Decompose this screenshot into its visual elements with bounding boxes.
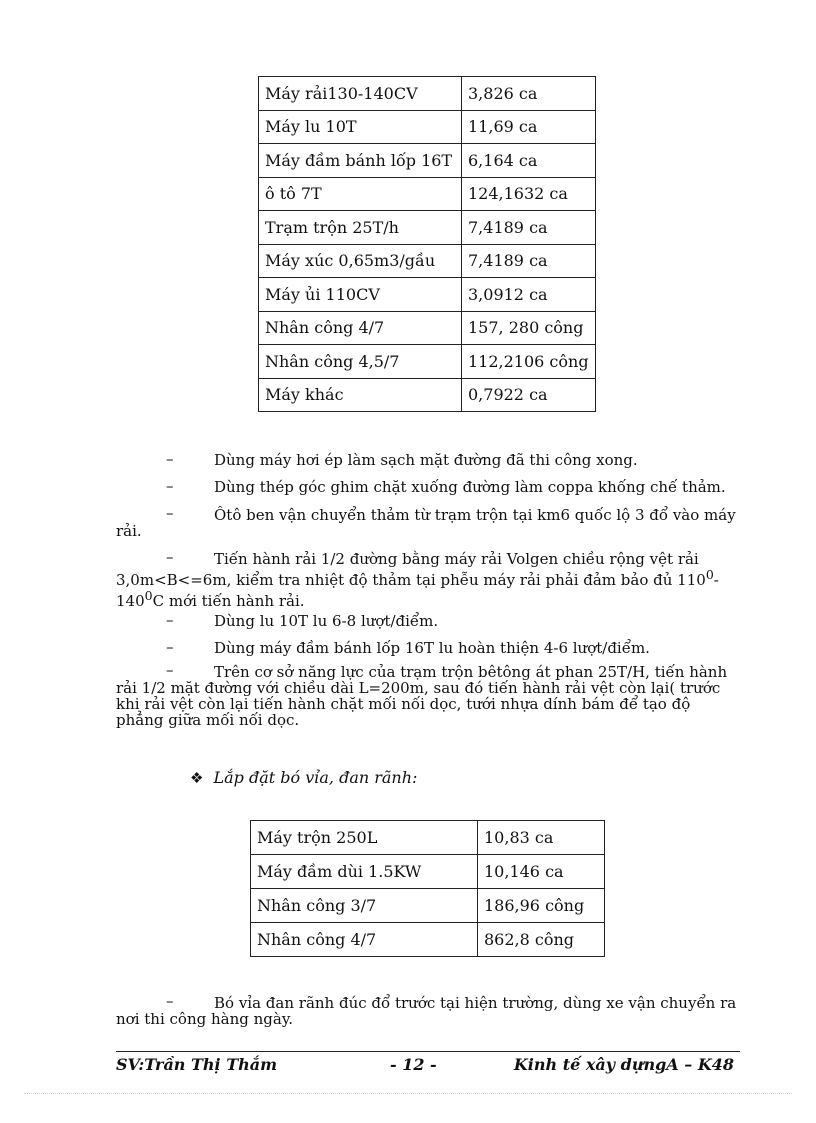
footer-course: Kinh tế xây dựngA – K48 <box>513 1055 734 1074</box>
table-cell: 6,164 ca <box>462 144 596 178</box>
table-row <box>259 244 596 278</box>
bullet-dash: – <box>166 638 174 656</box>
paragraph-curb: Bó vỉa đan rãnh đúc đổ trước tại hiện trường, dùng xe vận chuyển ra nơi thi công hàng ngày. <box>116 994 737 1028</box>
table-cell: Máy khác <box>259 378 462 412</box>
table-cell: Máy ủi 110CV <box>259 278 462 312</box>
table-cell: Nhân công 4,5/7 <box>259 345 462 379</box>
table-cell: Nhân công 4/7 <box>251 923 478 957</box>
table-row <box>259 144 596 178</box>
table-cell: 7,4189 ca <box>462 244 596 278</box>
diamond-bullet-icon: ❖ <box>190 769 204 787</box>
table-cell: ô tô 7T <box>259 177 462 211</box>
table-row <box>259 378 596 412</box>
table-cell: Nhân công 3/7 <box>251 889 478 923</box>
table-cell: 0,7922 ca <box>462 378 596 412</box>
table-cell: 157, 280 công <box>462 311 596 345</box>
curb-table <box>250 820 605 957</box>
paragraph-compactor: Dùng máy đầm bánh lốp 16T lu hoàn thiện 4-6 lượt/điểm. <box>214 639 650 657</box>
table-row <box>259 110 596 144</box>
table-cell: Máy trộn 250L <box>251 821 478 855</box>
table-row <box>259 177 596 211</box>
table-cell: Nhân công 4/7 <box>259 311 462 345</box>
paragraph-coppa: Dùng thép góc ghim chặt xuống đường làm coppa khống chế thảm. <box>214 478 726 496</box>
footer-author: SV:Trần Thị Thắm <box>116 1055 278 1074</box>
table-row <box>251 855 605 889</box>
table-cell: Trạm trộn 25T/h <box>259 211 462 245</box>
table-row <box>259 211 596 245</box>
page-number: - 12 - <box>390 1055 437 1074</box>
bullet-dash: – <box>166 992 174 1010</box>
table-cell: 186,96 công <box>478 889 605 923</box>
bullet-dash: – <box>166 504 174 522</box>
bullet-dash: – <box>166 477 174 495</box>
table-cell: Máy đầm dùi 1.5KW <box>251 855 478 889</box>
table-row <box>259 77 596 111</box>
table-cell: Máy đầm bánh lốp 16T <box>259 144 462 178</box>
table-cell: 11,69 ca <box>462 110 596 144</box>
paragraph-clean: Dùng máy hơi ép làm sạch mặt đường đã thi công xong. <box>214 451 638 469</box>
footer-rule <box>116 1051 740 1052</box>
table-cell: Máy lu 10T <box>259 110 462 144</box>
table-row <box>259 311 596 345</box>
paragraph-paving: Tiến hành rải 1/2 đường bằng máy rải Volgen chiều rộng vệt rải 3,0m<B<=6m, kiểm tra nhiệt độ thảm tại phễu máy rải phải đảm bảo đủ $110^0-140^0C$ mới tiến hành rải. <box>116 550 719 610</box>
table-row <box>259 345 596 379</box>
table-cell: 112,2106 công <box>462 345 596 379</box>
bullet-dash: – <box>166 450 174 468</box>
paragraph-transport: Ôtô ben vận chuyển thảm từ trạm trộn tại km6 quốc lộ 3 đổ vào máy rải. <box>116 506 736 540</box>
paragraph-roller: Dùng lu 10T lu 6-8 lượt/điểm. <box>214 612 439 630</box>
equipment-table <box>258 76 596 412</box>
table-row <box>251 821 605 855</box>
table-cell: 124,1632 ca <box>462 177 596 211</box>
paragraph-plant: Trên cơ sở năng lực của trạm trộn bêtông át phan 25T/H, tiến hành rải 1/2 mặt đường với chiều dài L=200m, sau đó tiến hành rải vệt còn lại( trước khi rải vệt còn lại tiến hành chặt mối nối dọc, tưới nhựa dính bám để tạo độ phẳng giữa mối nối dọc. <box>116 663 728 729</box>
bullet-dash: – <box>166 661 174 679</box>
table-cell: 862,8 công <box>478 923 605 957</box>
table-cell: 3,0912 ca <box>462 278 596 312</box>
page-edge-dots <box>24 1093 792 1094</box>
table-cell: Máy rải130-140CV <box>259 77 462 111</box>
table-cell: Máy xúc 0,65m3/gầu <box>259 244 462 278</box>
table-cell: 10,146 ca <box>478 855 605 889</box>
section-heading: ❖ Lắp đặt bó vỉa, đan rãnh: <box>190 768 418 787</box>
bullet-dash: – <box>166 611 174 629</box>
table-cell: 7,4189 ca <box>462 211 596 245</box>
bullet-dash: – <box>166 548 174 566</box>
table-row <box>251 889 605 923</box>
table-row <box>251 923 605 957</box>
table-cell: 3,826 ca <box>462 77 596 111</box>
table-row <box>259 278 596 312</box>
table-cell: 10,83 ca <box>478 821 605 855</box>
